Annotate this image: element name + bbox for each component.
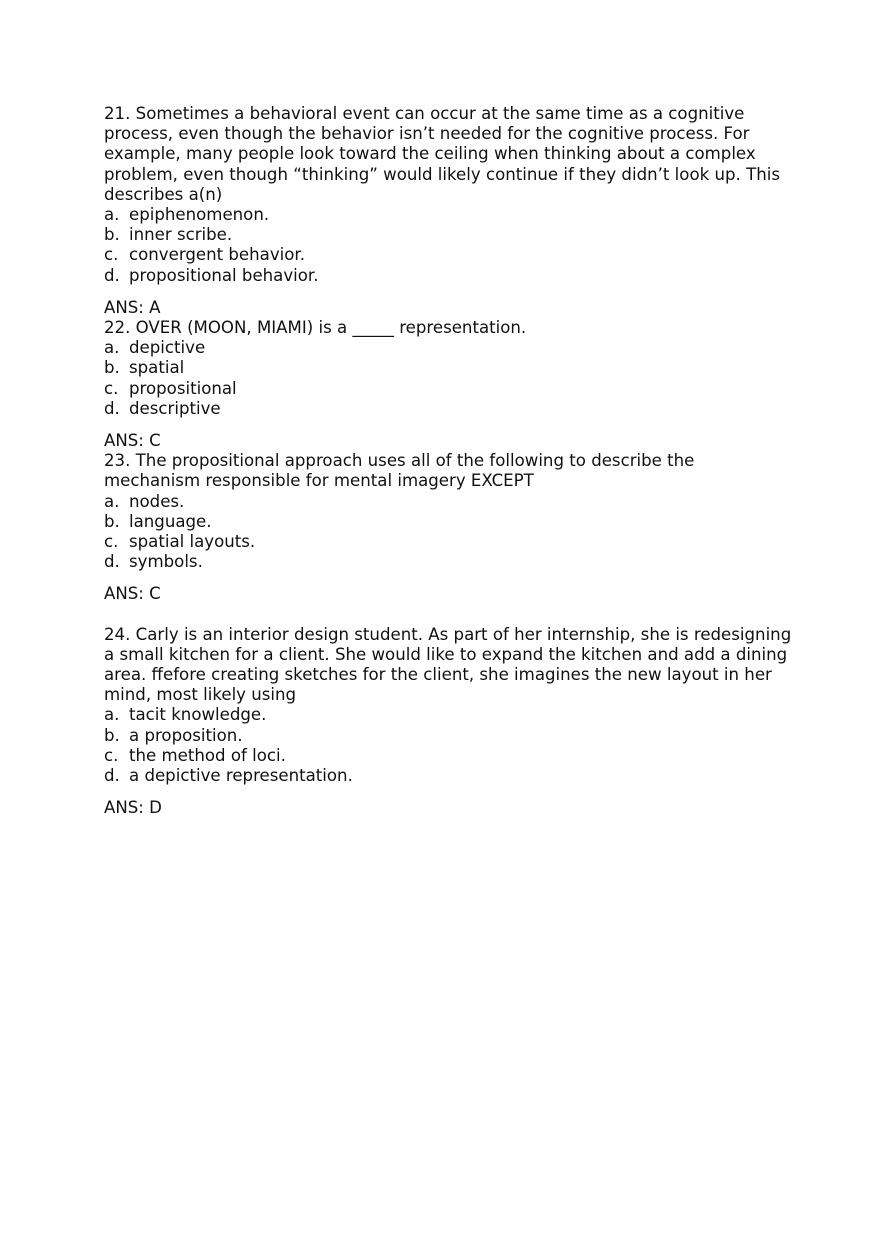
choice-letter: a. [104, 491, 120, 511]
choice-letter: d. [104, 552, 120, 572]
question-21 [104, 104, 794, 318]
choice-d [104, 766, 794, 786]
choice-text: symbols. [129, 552, 203, 572]
question-23 [104, 451, 794, 604]
choice-b [104, 726, 794, 746]
choice-letter: c. [104, 378, 119, 398]
choice-text: propositional [129, 378, 237, 398]
choice-text: language. [129, 511, 212, 531]
question-stem: 24. Carly is an interior design student. As part of her internship, she is redesigning a small kitchen for a client. She would like to expand the kitchen and add a dining area. ffefore creating sketches for the client, she imagines the new layout in her mind, most likely using [104, 624, 792, 705]
document-page [104, 104, 794, 819]
choice-letter: b. [104, 511, 120, 531]
choice-c [104, 245, 794, 265]
question-24 [104, 625, 794, 819]
choice-text: descriptive [129, 398, 221, 418]
choice-a [104, 205, 794, 225]
choice-c [104, 532, 794, 552]
choice-letter: d. [104, 265, 120, 285]
choice-text: nodes. [129, 491, 185, 511]
answer-line: ANS: C [104, 431, 161, 451]
choice-letter: a. [104, 205, 120, 225]
choice-d [104, 399, 794, 419]
question-stem: 22. OVER (MOON, MIAMI) is a _____ representation. [104, 318, 527, 338]
choice-b [104, 225, 794, 245]
choice-a [104, 338, 794, 358]
choice-a [104, 492, 794, 512]
choice-letter: d. [104, 398, 120, 418]
choice-letter: b. [104, 358, 120, 378]
choice-letter: d. [104, 766, 120, 786]
choice-text: a depictive representation. [129, 766, 353, 786]
choice-letter: a. [104, 338, 120, 358]
choice-text: convergent behavior. [129, 245, 305, 265]
choice-a [104, 705, 794, 725]
choice-letter: c. [104, 745, 119, 765]
choice-c [104, 379, 794, 399]
choice-text: epiphenomenon. [129, 205, 270, 225]
choice-b [104, 358, 794, 378]
choice-b [104, 512, 794, 532]
choice-c [104, 746, 794, 766]
choice-d [104, 266, 794, 286]
choice-letter: b. [104, 225, 120, 245]
answer-line: ANS: A [104, 297, 161, 317]
choice-letter: c. [104, 245, 119, 265]
choice-text: tacit knowledge. [129, 705, 267, 725]
question-stem: 23. The propositional approach uses all of the following to describe the mechanism responsible for mental imagery EXCEPT [104, 451, 695, 491]
question-stem: 21. Sometimes a behavioral event can occur at the same time as a cognitive process, even though the behavior isn’t needed for the cognitive process. For example, many people look toward the ceiling when thinking about a complex problem, even though “thinking” would likely continue if they didn’t look up. This describes a(n) [104, 104, 780, 204]
choice-d [104, 552, 794, 572]
answer-line: ANS: C [104, 584, 161, 604]
choice-letter: a. [104, 705, 120, 725]
answer-line: ANS: D [104, 798, 162, 818]
choice-letter: c. [104, 532, 119, 552]
choice-text: inner scribe. [129, 225, 233, 245]
choice-letter: b. [104, 725, 120, 745]
choice-text: the method of loci. [129, 745, 286, 765]
choice-text: propositional behavior. [129, 265, 319, 285]
choice-text: spatial [129, 358, 185, 378]
choice-text: spatial layouts. [129, 532, 256, 552]
choice-text: a proposition. [129, 725, 243, 745]
choice-text: depictive [129, 338, 206, 358]
question-22 [104, 318, 794, 451]
